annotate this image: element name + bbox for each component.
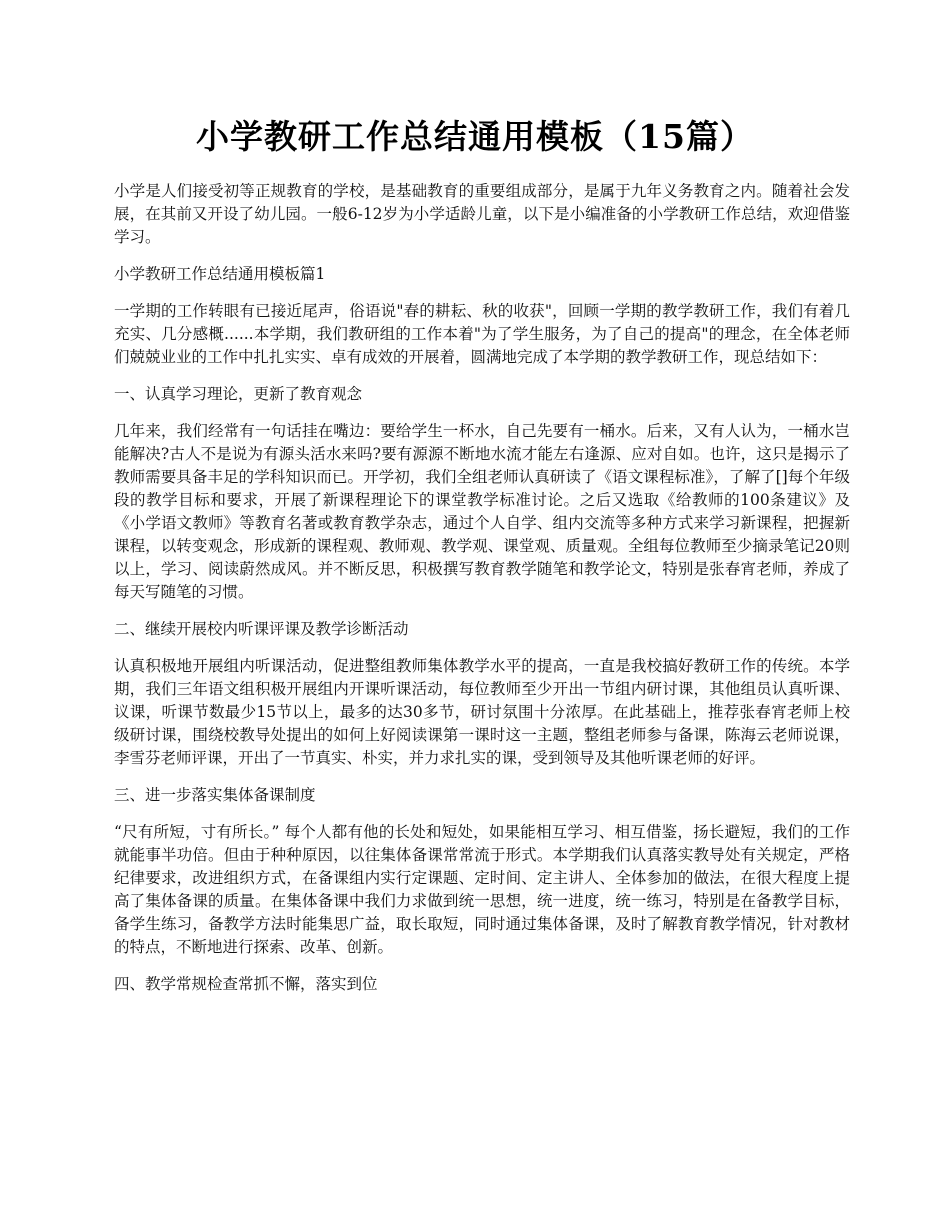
section-2-paragraph: 认真积极地开展组内听课活动，促进整组教师集体教学水平的提高，一直是我校搞好教研工作的传统。本学期，我们三年语文组积极开展组内开课听课活动，每位教师至少开出一节组内研讨课，其他组员认真听课、议课，听课节数最少15节以上，最多的达30多节，研讨氛围十分浓厚。在此基础上，推荐张春宵老师上校级研讨课，围绕校教导处提出的如何上好阅读课第一课时这一主题，整组老师参与备课，陈海云老师说课，李雪芬老师评课，开出了一节真实、朴实，并力求扎实的课，受到领导及其他听课老师的好评。 [114,657,850,767]
overview-paragraph: 一学期的工作转眼有已接近尾声，俗语说"春的耕耘、秋的收获"，回顾一学期的教学教研工作，我们有着几充实、几分感概......本学期，我们教研组的工作本着"为了学生服务，为了自己的提高"的理念，在全体老师们兢兢业业的工作中扎扎实实、卓有成效的开展着，圆满地完成了本学期的教学教研工作，现总结如下： [114,302,850,366]
section-1-paragraph: 几年来，我们经常有一句话挂在嘴边：要给学生一杯水，自己先要有一桶水。后来，又有人认为，一桶水岂能解决?古人不是说为有源头活水来吗?要有源源不断地水流才能左右逢源、应对自如。也许，这只是揭示了教师需要具备丰足的学科知识而已。开学初，我们全组老师认真研读了《语文课程标准》，了解了[]每个年级段的教学目标和要求，开展了新课程理论下的课堂教学标准讨论。之后又选取《给教师的100条建议》及《小学语文教师》等教育名著或教育教学杂志，通过个人自学、组内交流等多种方式来学习新课程，把握新课程，以转变观念，形成新的课程观、教师观、教学观、课堂观、质量观。全组每位教师至少摘录笔记20则以上，学习、阅读蔚然成风。并不断反思，积极撰写教育教学随笔和教学论文，特别是张春宵老师，养成了每天写随笔的习惯。 [114,422,850,601]
document-body [114,180,850,1010]
section-heading-article-1: 小学教研工作总结通用模板篇1 [114,265,326,283]
section-heading-4: 四、教学常规检查常抓不懈，落实到位 [114,975,378,993]
intro-paragraph: 小学是人们接受初等正规教育的学校，是基础教育的重要组成部分，是属于九年义务教育之内。随着社会发展，在其前又开设了幼儿园。一般6-12岁为小学适龄儿童，以下是小编准备的小学教研工作总结，欢迎借鉴学习。 [114,182,850,246]
section-heading-1: 一、认真学习理论，更新了教育观念 [114,385,363,403]
section-3-paragraph: “尺有所短，寸有所长。” 每个人都有他的长处和短处，如果能相互学习、相互借鉴，扬长避短，我们的工作就能事半功倍。但由于种种原因，以往集体备课常常流于形式。本学期我们认真落实教导处有关规定，严格纪律要求，改进组织方式，在备课组内实行定课题、定时间、定主讲人、全体参加的做法，在很大程度上提高了集体备课的质量。在集体备课中我们力求做到统一思想，统一进度，统一练习，特别是在备教学目标，备学生练习，备教学方法时能集思广益，取长取短，同时通过集体备课，及时了解教育教学情况，针对教材的特点，不断地进行探索、改革、创新。 [114,823,850,956]
section-heading-2: 二、继续开展校内听课评课及教学诊断活动 [114,620,409,638]
document-title: 小学教研工作总结通用模板（15篇） [196,117,754,156]
section-heading-3: 三、进一步落实集体备课制度 [114,786,316,804]
